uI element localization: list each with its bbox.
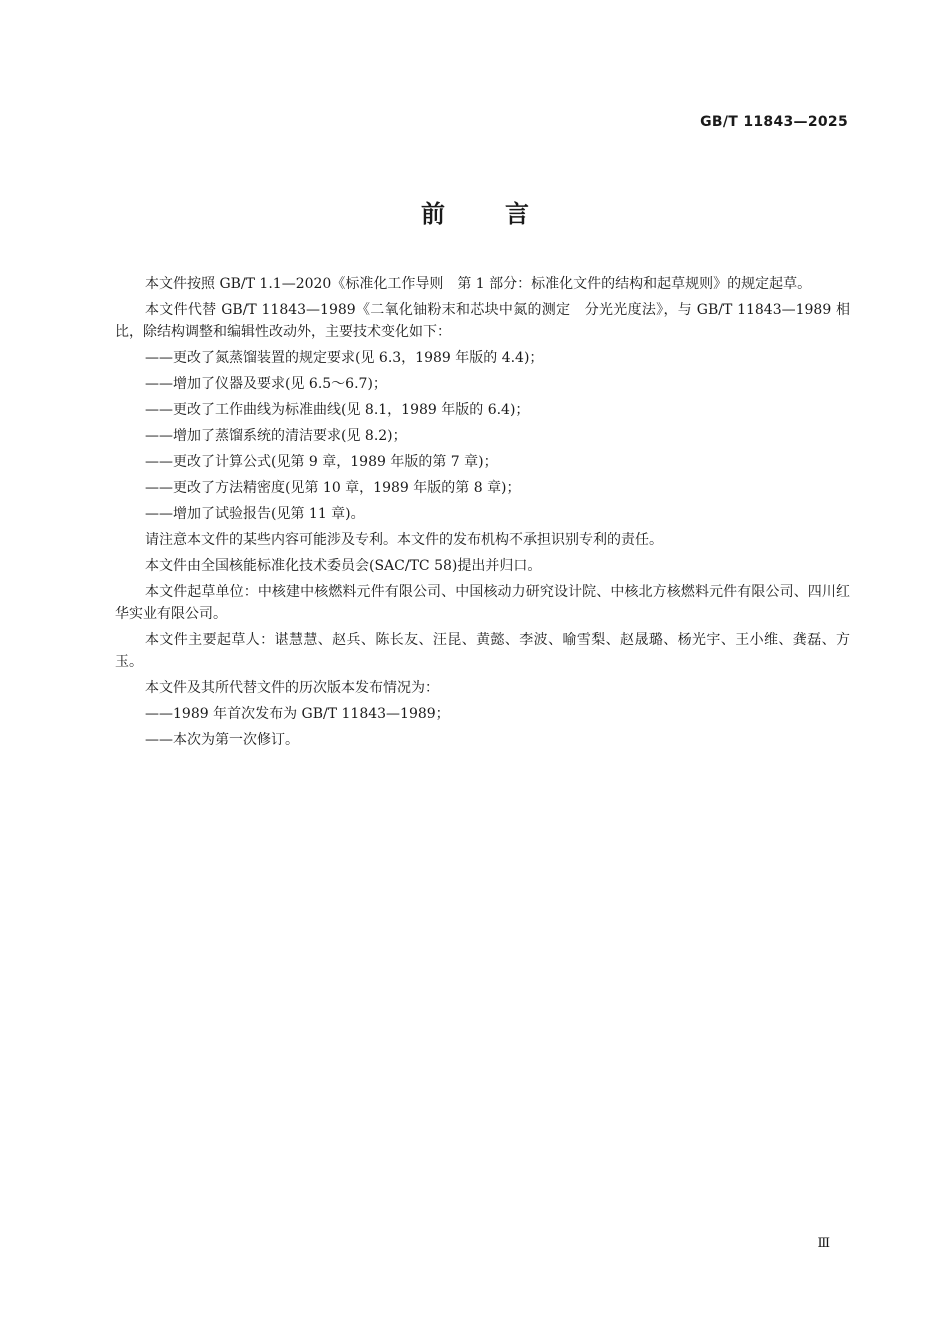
change-item: ——增加了试验报告(见第 11 章)。: [145, 506, 365, 522]
paragraph-drafting-units: 本文件起草单位：中核建中核燃料元件有限公司、中国核动力研究设计院、中核北方核燃料元件有限公司、四川红华实业有限公司。: [115, 584, 850, 622]
document-body: [115, 273, 850, 755]
change-item: ——更改了方法精密度(见第 10 章，1989 年版的第 8 章)；: [145, 480, 521, 496]
page-title: 前言: [421, 200, 589, 228]
change-item: ——增加了蒸馏系统的清洁要求(见 8.2)；: [145, 428, 407, 444]
paragraph-drafters: 本文件主要起草人：谌慧慧、赵兵、陈长友、汪昆、黄懿、李波、喻雪梨、赵晟璐、杨光宇、王小维、龚磊、方玉。: [115, 632, 850, 670]
history-item: ——1989 年首次发布为 GB/T 11843—1989；: [145, 706, 450, 722]
paragraph-proposer: 本文件由全国核能标准化技术委员会(SAC/TC 58)提出并归口。: [145, 558, 542, 574]
history-item: ——本次为第一次修订。: [145, 732, 299, 748]
paragraph-patent-notice: 请注意本文件的某些内容可能涉及专利。本文件的发布机构不承担识别专利的责任。: [145, 532, 663, 548]
paragraph-drafting-rules: 本文件按照 GB/T 1.1—2020《标准化工作导则 第 1 部分：标准化文件的结构和起草规则》的规定起草。: [145, 276, 812, 292]
paragraph-history-intro: 本文件及其所代替文件的历次版本发布情况为：: [145, 680, 439, 696]
change-item: ——更改了氮蒸馏装置的规定要求(见 6.3，1989 年版的 4.4)；: [145, 350, 544, 366]
change-item: ——更改了工作曲线为标准曲线(见 8.1，1989 年版的 6.4)；: [145, 402, 530, 418]
paragraph-replacement: 本文件代替 GB/T 11843—1989《二氧化铀粉末和芯块中氮的测定 分光光度法》，与 GB/T 11843—1989 相比，除结构调整和编辑性改动外，主要技术变化如下：: [115, 302, 850, 340]
page-number: Ⅲ: [817, 1236, 830, 1251]
change-item: ——增加了仪器及要求(见 6.5～6.7)；: [145, 376, 387, 392]
change-item: ——更改了计算公式(见第 9 章，1989 年版的第 7 章)；: [145, 454, 498, 470]
standard-number: GB/T 11843—2025: [700, 114, 848, 130]
